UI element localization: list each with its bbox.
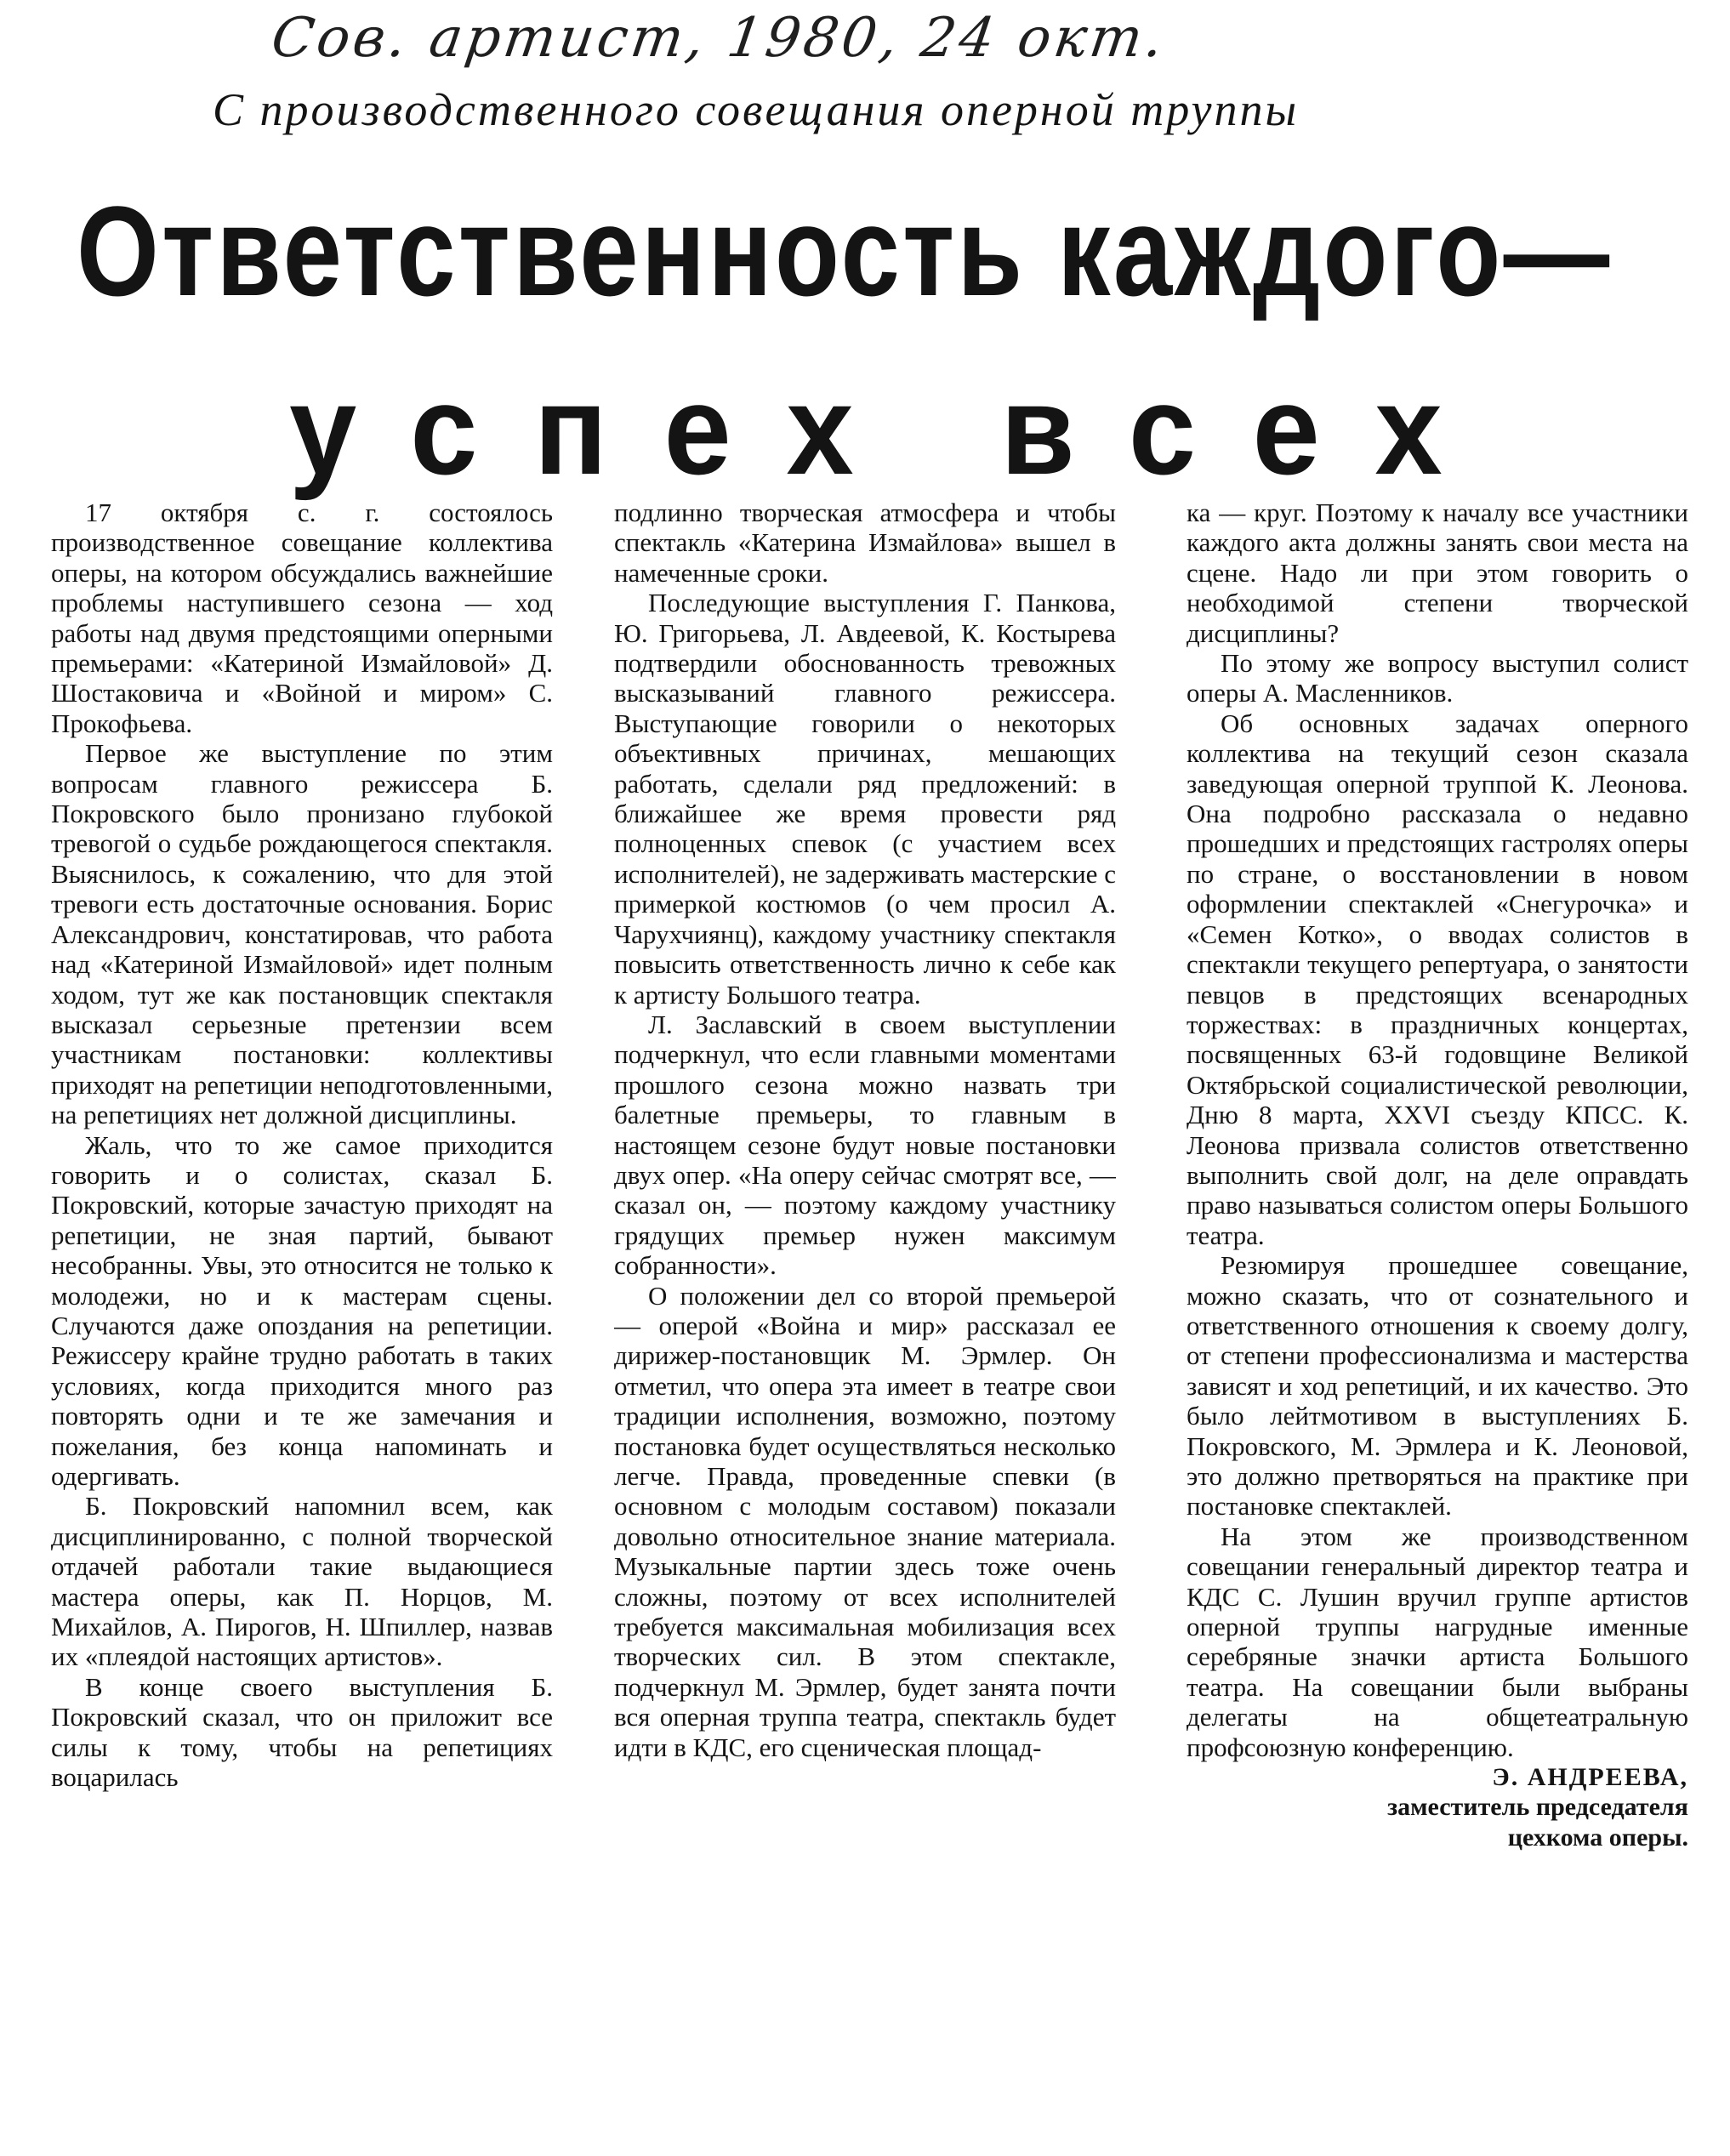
paragraph: Первое же выступление по этим вопросам главного режиссера Б. Покровского было пронизано глубокой тревогой о судьбе рождающегося спектакля. Выяснилось, к сожалению, что для этой тревоги есть достаточные основания. Борис Александрович, констатировав, что работа над «Катериной Измайловой» идет полным ходом, тут же как постановщик спектакля высказал серьезные претензии всем участникам постановки: коллективы приходят на репетиции неподготовленными, на репетициях нет должной дисциплины. (51, 738, 553, 1130)
headline-line-1: Ответственность каждого— (77, 179, 1613, 322)
paragraph: О положении дел со второй премьерой — оперой «Война и мир» рассказал ее дирижер-постановщик М. Эрмлер. Он отметил, что опера эта имеет в театре свои традиции исполнения, возможно, поэтому постановка будет осуществляться несколько легче. Правда, проведенные спевки (в основном с молодым составом) показали довольно относительное знание материала. Музыкальные партии здесь тоже очень сложны, поэтому от всех исполнителей требуется максимальная мобилизация всех творческих сил. В этом спектакле, подчеркнул М. Эрмлер, будет занята почти вся оперная труппа театра, спектакль будет идти в КДС, его сценическая площад- (614, 1280, 1116, 1762)
paragraph: Л. Заславский в своем выступлении подчеркнул, что если главными моментами прошлого сезона можно назвать три балетные премьеры, то главным в настоящем сезоне будут новые постановки двух опер. «На оперу сейчас смотрят все, — сказал он, — поэтому каждому участнику грядущих премьер нужен максимум собранности». (614, 1009, 1116, 1281)
paragraph: В конце своего выступления Б. Покровский сказал, что он приложит все силы к тому, чтобы на репетициях воцарилась (51, 1671, 553, 1793)
paragraph: Об основных задачах оперного коллектива на текущий сезон сказала заведующая оперной труппой К. Леонова. Она подробно рассказала о недавно прошедших и предстоящих гастролях оперы по стране, о восстановлении в новом оформлении спектаклей «Снегурочка» и «Семен Котко», о вводах солистов в спектакли текущего репертуара, о занятости певцов в предстоящих всенародных торжествах: в праздничных концертах, посвященных 63-й годовщине Великой Октябрьской социалистической революции, Дню 8 марта, XXVI съезду КПСС. К. Леонова призвала солистов ответственно выполнить свой долг, на деле оправдать право называться солистом оперы Большого театра. (1187, 708, 1688, 1250)
author-title: цехкома оперы. (1507, 1823, 1688, 1852)
author-name: Э. АНДРЕЕВА, (1492, 1763, 1688, 1792)
article-column-3 (1187, 498, 1688, 2156)
headline-line-2: успех всех (289, 358, 1500, 501)
paragraph: Б. Покровский напомнил всем, как дисциплинированно, с полной творческой отдачей работали такие выдающиеся мастера оперы, как П. Норцов, М. Михайлов, А. Пирогов, Н. Шпиллер, назвав их «плеядой настоящих артистов». (51, 1491, 553, 1672)
handwritten-source-note: Сов. артист, 1980, 24 окт. (267, 7, 1171, 70)
paragraph: подлинно творческая атмосфера и чтобы спектакль «Катерина Измайлова» вышел в намеченные сроки. (614, 498, 1116, 588)
paragraph: ка — круг. Поэтому к началу все участники каждого акта должны занять свои места на сцене. Надо ли при этом говорить о необходимой степени творческой дисциплины? (1187, 498, 1688, 648)
paragraph: Резюмируя прошедшее совещание, можно сказать, что от сознательного и ответственного отношения к своему долгу, от степени профессионализма и мастерства зависят и ход репетиций, и их качество. Это было лейтмотивом в выступлениях Б. Покровского, М. Эрмлера и К. Леоновой, это должно претворяться на практике при постановке спектаклей. (1187, 1250, 1688, 1522)
paragraph: На этом же производственном совещании генеральный директор театра и КДС С. Лушин вручил группе артистов оперной труппы нагрудные именные серебряные значки артиста Большого театра. На совещании были выбраны делегаты на общетеатральную профсоюзную конференцию. (1187, 1521, 1688, 1762)
paragraph: 17 октября с. г. состоялось производственное совещание коллектива оперы, на котором обсуждались важнейшие проблемы наступившего сезона — ход работы над двумя предстоящими оперными премьерами: «Катериной Измайловой» Д. Шостаковича и «Войной и миром» С. Прокофьева. (51, 498, 553, 738)
paragraph: По этому же вопросу выступил солист оперы А. Масленников. (1187, 648, 1688, 708)
paragraph: Жаль, что то же самое приходится говорить и о солистах, сказал Б. Покровский, которые зачастую приходят на репетиции, не зная партий, бывают несобранны. Увы, это относится не только к молодежи, но и к мастерам сцены. Случаются даже опоздания на репетиции. Режиссеру крайне трудно работать в таких условиях, когда приходится много раз повторять одни и те же замечания и пожелания, без конца напоминать и одергивать. (51, 1129, 553, 1491)
paragraph: Последующие выступления Г. Панкова, Ю. Григорьева, Л. Авдеевой, К. Костырева подтвердили обоснованность тревожных высказываний главного режиссера. Выступающие говорили о некоторых объективных причинах, мешающих работать, сделали ряд предложений: в ближайшее же время провести ряд полноценных спевок (с участием всех исполнителей), не задерживать мастерские с примеркой костюмов (о чем просил А. Чарухчиянц), каждому участнику спектакля повысить ответственность лично к себе как к артисту Большого театра. (614, 588, 1116, 1010)
article-kicker: С производственного совещания оперной труппы (213, 84, 1300, 135)
author-signature (1187, 1762, 1688, 1852)
article-column-2 (614, 498, 1116, 2156)
author-title: заместитель председателя (1387, 1793, 1688, 1822)
article-column-1 (51, 498, 553, 2156)
